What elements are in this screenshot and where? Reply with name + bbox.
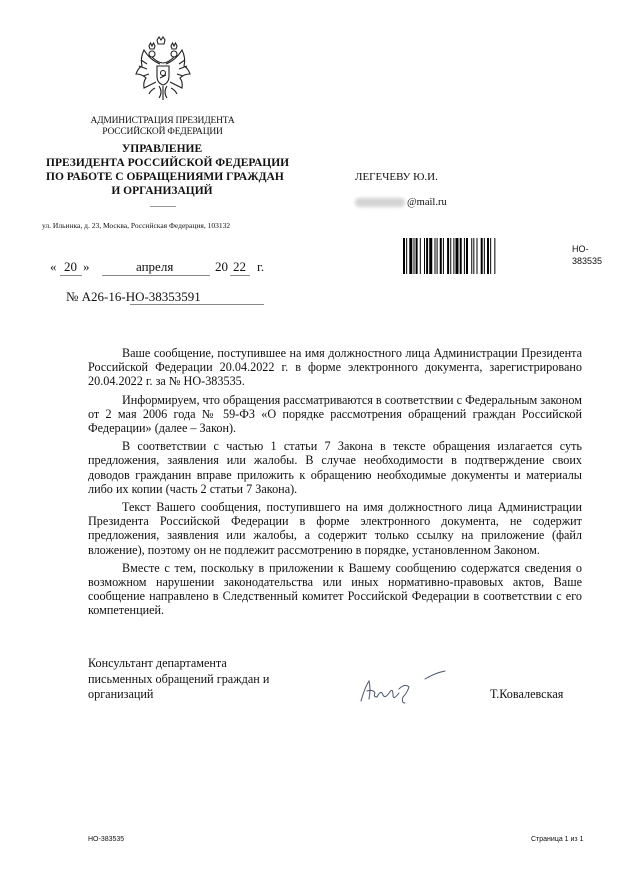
registration-underline bbox=[130, 304, 264, 305]
barcode-bar bbox=[424, 238, 425, 274]
registration-value: А26-16-НО-38353591 bbox=[81, 289, 201, 304]
dept-line-1: УПРАВЛЕНИЕ bbox=[121, 143, 203, 155]
barcode-bar bbox=[437, 238, 438, 274]
date-suffix: г. bbox=[257, 259, 265, 274]
date-day: 20 bbox=[64, 259, 77, 274]
dept-line-2: ПРЕЗИДЕНТА РОССИЙСКОЙ ФЕДЕРАЦИИ bbox=[46, 157, 290, 169]
handwritten-signature bbox=[355, 667, 465, 707]
barcode-bar bbox=[406, 238, 407, 274]
recipient-email bbox=[355, 197, 447, 208]
barcode-code bbox=[572, 243, 602, 267]
barcode-bar bbox=[435, 238, 436, 274]
barcode-bar bbox=[409, 238, 412, 274]
barcode-bar bbox=[420, 238, 421, 274]
date-open-quote: « bbox=[50, 259, 57, 274]
signatory-name: Т.Ковалевская bbox=[490, 687, 564, 701]
barcode-code-line-2: 383535 bbox=[572, 256, 603, 266]
document-date bbox=[50, 259, 280, 277]
barcode-bar bbox=[447, 238, 449, 274]
barcode-bar bbox=[416, 238, 418, 274]
registration-number bbox=[66, 289, 201, 305]
barcode-bar bbox=[403, 238, 405, 274]
redacted-email-local-part bbox=[355, 198, 405, 207]
signatory-title-line-1: Консультант департамента bbox=[88, 656, 227, 670]
coat-of-arms-emblem bbox=[133, 36, 193, 104]
barcode-bar bbox=[487, 238, 489, 274]
barcode-bar bbox=[453, 238, 454, 274]
barcode-bar bbox=[460, 238, 462, 274]
barcode-code-line-1: НО- bbox=[572, 244, 589, 254]
department-heading bbox=[46, 142, 290, 198]
body-paragraph: Вместе с тем, поскольку в приложении к Вашему сообщению содержатся сведения о возможном нарушении законодательства или иных нормативно-правовых актов, Ваше сообщение направлено в Следственный комитет Российской Федерации в соответствии с его компетенцией. bbox=[88, 560, 582, 618]
signatory-title bbox=[88, 656, 269, 703]
barcode-bar bbox=[471, 238, 472, 274]
recipient-name: ЛЕГЕЧЕВУ Ю.И. bbox=[355, 171, 438, 183]
body-paragraph: Информируем, что обращения рассматриваются в соответствии с Федеральным законом от 2 мая 2006 года № 59-ФЗ «О порядке рассмотрения обращений граждан Российской Федерации» (далее – Закон). bbox=[88, 392, 582, 436]
barcode-bar bbox=[490, 238, 491, 274]
barcode-bar bbox=[466, 238, 468, 274]
barcode-bar bbox=[484, 238, 485, 274]
date-century: 20 bbox=[215, 259, 228, 274]
registration-prefix: № bbox=[66, 289, 79, 304]
letter-body bbox=[88, 346, 582, 622]
date-close-quote: » bbox=[83, 259, 90, 274]
dept-line-4: И ОРГАНИЗАЦИЙ bbox=[111, 185, 213, 197]
sender-address: ул. Ильинка, д. 23, Москва, Российская Федерация, 103132 bbox=[42, 221, 231, 230]
admin-line-2: РОССИЙСКОЙ ФЕДЕРАЦИИ bbox=[102, 127, 223, 137]
heading-divider bbox=[150, 206, 176, 207]
signatory-title-line-3: организаций bbox=[88, 687, 154, 701]
administration-heading bbox=[90, 116, 235, 138]
date-month: апреля bbox=[136, 259, 174, 274]
barcode-bar bbox=[494, 238, 495, 274]
barcode-bar bbox=[477, 238, 478, 274]
barcode-bar bbox=[426, 238, 428, 274]
body-paragraph: Текст Вашего сообщения, поступившего на имя должностного лица Администрации Президента Российской Федерации в форме электронного документа, не содержит предложения, заявления или жалобы, а содержит только ссылку на приложение (файл вложение), поэтому он не подлежит рассмотрению в порядке, установленном Законом. bbox=[88, 500, 582, 557]
barcode-bar bbox=[414, 238, 415, 274]
date-year: 22 bbox=[233, 259, 246, 274]
barcode-bar bbox=[450, 238, 451, 274]
barcode-bar bbox=[464, 238, 465, 274]
signatory-title-line-2: письменных обращений граждан и bbox=[88, 671, 270, 686]
body-paragraph: Ваше сообщение, поступившее на имя должностного лица Администрации Президента Российской Федерации 20.04.2022 г. в форме электронного документа, зарегистрировано 20.04.2022 г. за № НО-383535. bbox=[88, 346, 582, 389]
dept-line-3: ПО РАБОТЕ С ОБРАЩЕНИЯМИ ГРАЖДАН bbox=[46, 171, 284, 183]
footer-page-number: Страница 1 из 1 bbox=[531, 836, 584, 843]
barcode-bar bbox=[443, 238, 444, 274]
email-domain: @mail.ru bbox=[407, 197, 447, 208]
barcode-bar bbox=[440, 238, 442, 274]
barcode-bar bbox=[481, 238, 483, 274]
footer-document-code: НО-383535 bbox=[88, 836, 125, 843]
barcode-bar bbox=[456, 238, 459, 274]
admin-line-1: АДМИНИСТРАЦИЯ ПРЕЗИДЕНТА bbox=[90, 116, 235, 126]
barcode-bar bbox=[473, 238, 474, 274]
barcode bbox=[403, 238, 563, 274]
body-paragraph: В соответствии с частью 1 статьи 7 Закона в тексте обращения излагается суть предложения, заявления или жалобы. В случае необходимости в подтверждение своих доводов гражданин вправе приложить к обращению необходимые документы и материалы либо их копии (часть 2 статьи 7 Закона). bbox=[88, 439, 582, 496]
barcode-bar bbox=[429, 238, 432, 274]
